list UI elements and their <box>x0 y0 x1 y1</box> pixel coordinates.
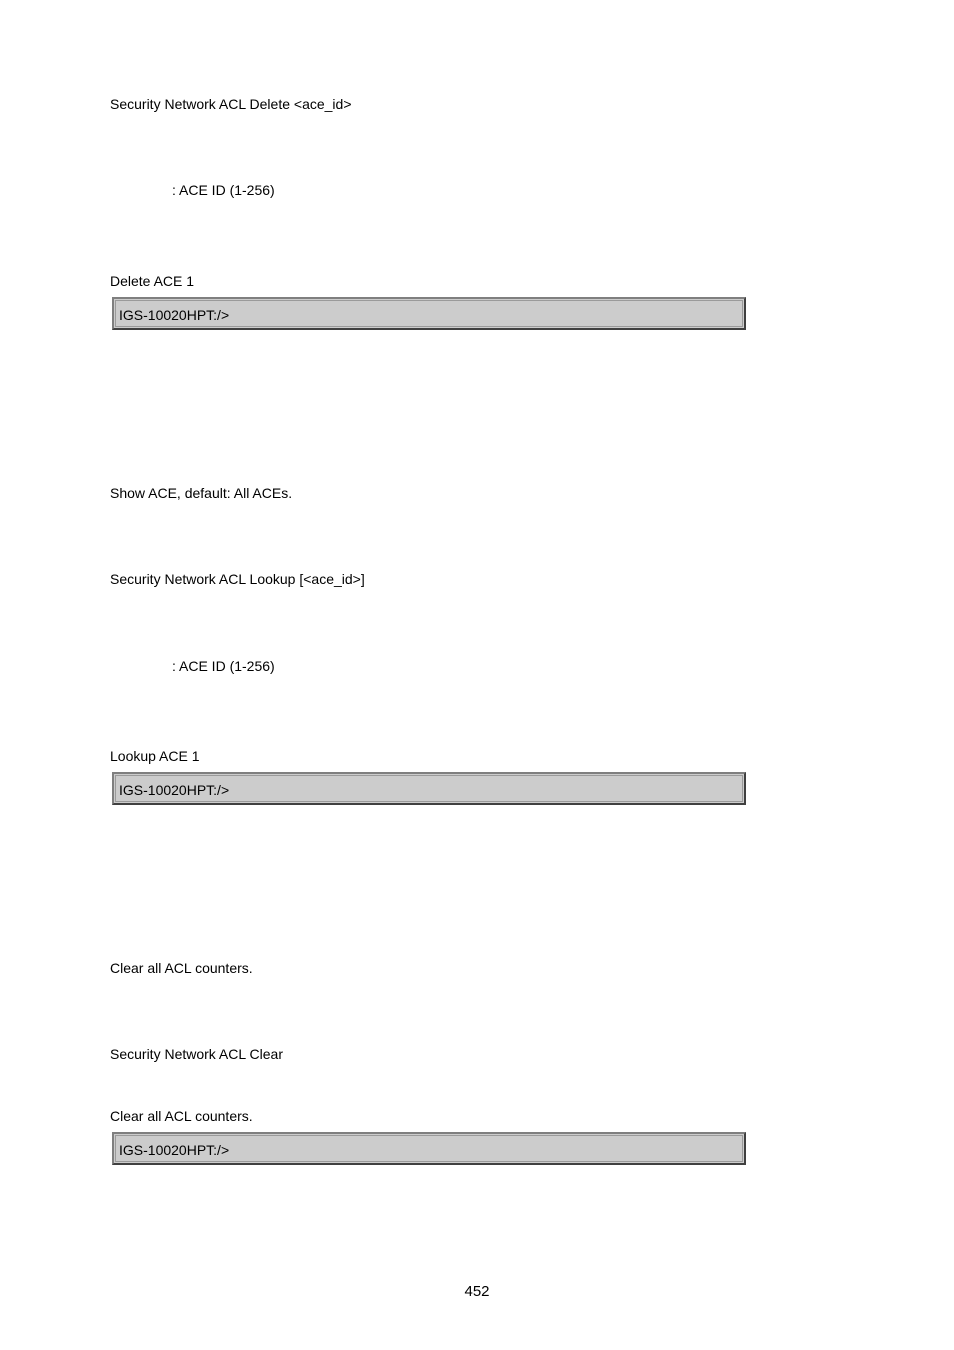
lookup-example-terminal <box>112 772 746 805</box>
delete-example-caption: Delete ACE 1 <box>110 273 195 289</box>
lookup-parameter: : ACE ID (1-256) <box>172 658 275 674</box>
cli-prompt: IGS-10020HPT:/> <box>119 782 230 798</box>
clear-description: Clear all ACL counters. <box>110 960 253 976</box>
lookup-syntax: Security Network ACL Lookup [<ace_id>] <box>110 571 365 587</box>
lookup-description: Show ACE, default: All ACEs. <box>110 485 293 501</box>
delete-parameter: : ACE ID (1-256) <box>172 182 275 198</box>
delete-example-terminal <box>112 297 746 330</box>
delete-syntax: Security Network ACL Delete <ace_id> <box>110 96 352 112</box>
cli-prompt: IGS-10020HPT:/> <box>119 1142 230 1158</box>
clear-example-caption: Clear all ACL counters. <box>110 1108 253 1124</box>
clear-example-terminal <box>112 1132 746 1165</box>
cli-prompt: IGS-10020HPT:/> <box>119 307 230 323</box>
page-number: 452 <box>464 1283 490 1300</box>
lookup-example-caption: Lookup ACE 1 <box>110 748 200 764</box>
clear-syntax: Security Network ACL Clear <box>110 1046 283 1062</box>
